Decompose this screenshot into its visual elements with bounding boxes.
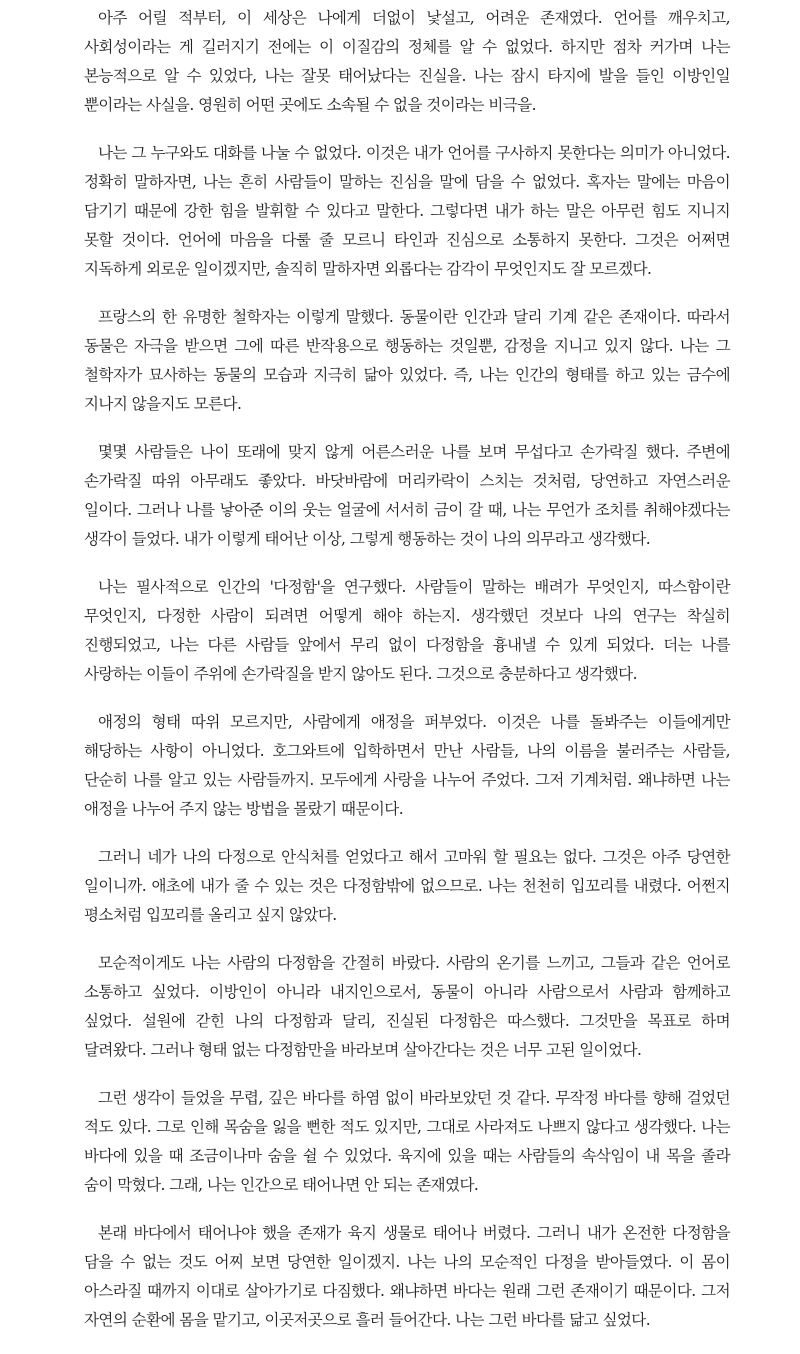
paragraph-5: 나는 필사적으로 인간의 '다정함'을 연구했다. 사람들이 말하는 배려가 무엇인지, 따스함이란 무엇인지, 다정한 사람이 되려면 어떻게 해야 하는지. 생각했던 것보다 나의 연구는 착실히 진행되었고, 나는 다른 사람들 앞에서 무리 없이 다정함을 흉내낼 수 있게 되었다. 더는 나를 사랑하는 이들이 주위에 손가락질을 받지 않아도 된다. 그것으로 충분하다고 생각했다. bbox=[84, 578, 730, 683]
paragraph-4: 몇몇 사람들은 나이 또래에 맞지 않게 어른스러운 나를 보며 무섭다고 손가락질 했다. 주변에 손가락질 따위 아무래도 좋았다. 바닷바람에 머리카락이 스치는 것처럼, 당연하고 자연스러운 일이다. 그러나 나를 낳아준 이의 웃는 얼굴에 서서히 금이 갈 때, 나는 무언가 조치를 취해야겠다는 생각이 들었다. 내가 이렇게 태어난 이상, 그렇게 행동하는 것이 나의 의무라고 생각했다. bbox=[84, 443, 730, 548]
paragraph-10: 본래 바다에서 태어나야 했을 존재가 육지 생물로 태어나 버렸다. 그러니 내가 온전한 다정함을 담을 수 없는 것도 어찌 보면 당연한 일이겠지. 나는 나의 모순적인 다정을 받아들였다. 이 몸이 아스라질 때까지 이대로 살아가기로 다짐했다. 왜냐하면 바다는 원래 그런 존재이기 때문이다. 그저 자연의 순환에 몸을 맡기고, 이곳저곳으로 흘러 들어간다. 나는 그런 바다를 닮고 싶었다. bbox=[84, 1224, 730, 1329]
paragraph-6: 애정의 형태 따위 모르지만, 사람에게 애정을 퍼부었다. 이것은 나를 돌봐주는 이들에게만 해당하는 사항이 아니었다. 호그와트에 입학하면서 만난 사람들, 나의 이름을 불러주는 사람들, 단순히 나를 알고 있는 사람들까지. 모두에게 사랑을 나누어 주었다. 그저 기계처럼. 왜냐하면 나는 애정을 나누어 주지 않는 방법을 몰랐기 때문이다. bbox=[84, 713, 730, 818]
paragraph-8: 모순적이게도 나는 사람의 다정함을 간절히 바랐다. 사람의 온기를 느끼고, 그들과 같은 언어로 소통하고 싶었다. 이방인이 아니라 내지인으로서, 동물이 아니라 사람으로서 사람과 함께하고 싶었다. 설원에 갇힌 나의 다정함과 달리, 진실된 다정함은 따스했다. 그것만을 목표로 하며 달려왔다. 그러나 형태 없는 다정함만을 바라보며 살아간다는 것은 너무 고된 일이었다. bbox=[84, 954, 730, 1059]
paragraph-3: 프랑스의 한 유명한 철학자는 이렇게 말했다. 동물이란 인간과 달리 기계 같은 존재이다. 따라서 동물은 자극을 받으면 그에 따른 반작용으로 행동하는 것일뿐, 감정을 지니고 있지 않다. 나는 그 철학자가 묘사하는 동물의 모습과 지극히 닮아 있었다. 즉, 나는 인간의 형태를 하고 있는 금수에 지나지 않을지도 모른다. bbox=[84, 308, 730, 413]
paragraph-9: 그런 생각이 들었을 무렵, 깊은 바다를 하염 없이 바라보았던 것 같다. 무작정 바다를 향해 걸었던 적도 있다. 그로 인해 목숨을 잃을 뻔한 적도 있지만, 그대로 사라져도 나쁘지 않다고 생각했다. 나는 바다에 있을 때 조금이나마 숨을 쉴 수 있었다. 육지에 있을 때는 사람들의 속삭임이 내 목을 졸라 숨이 막혔다. 그래, 나는 인간으로 태어나면 안 되는 존재였다. bbox=[84, 1089, 730, 1194]
paragraph-1: 아주 어릴 적부터, 이 세상은 나에게 더없이 낯설고, 어려운 존재였다. 언어를 깨우치고, 사회성이라는 게 길러지기 전에는 이 이질감의 정체를 알 수 없었다. 하지만 점차 커가며 나는 본능적으로 알 수 있었다, 나는 잘못 태어났다는 진실을. 나는 잠시 타지에 발을 들인 이방인일 뿐이라는 사실을. 영원히 어떤 곳에도 소속될 수 없을 것이라는 비극을. bbox=[84, 9, 730, 114]
paragraph-2: 나는 그 누구와도 대화를 나눌 수 없었다. 이것은 내가 언어를 구사하지 못한다는 의미가 아니었다. 정확히 말하자면, 나는 흔히 사람들이 말하는 진심을 말에 담을 수 없었다. 혹자는 말에는 마음이 담기기 때문에 강한 힘을 발휘할 수 있다고 말한다. 그렇다면 내가 하는 말은 아무런 힘도 지니지 못할 것이다. 언어에 마음을 다룰 줄 모르니 타인과 진심으로 소통하지 못한다. 그것은 어쩌면 지독하게 외로운 일이겠지만, 솔직히 말하자면 외롭다는 감각이 무엇인지도 잘 모르겠다. bbox=[84, 144, 730, 278]
paragraph-7: 그러니 네가 나의 다정으로 안식처를 얻었다고 해서 고마워 할 필요는 없다. 그것은 아주 당연한 일이니까. 애초에 내가 줄 수 있는 것은 다정함밖에 없으므로. 나는 천천히 입꼬리를 내렸다. 어쩐지 평소처럼 입꼬리를 올리고 싶지 않았다. bbox=[84, 848, 730, 924]
document-body bbox=[84, 0, 730, 1354]
